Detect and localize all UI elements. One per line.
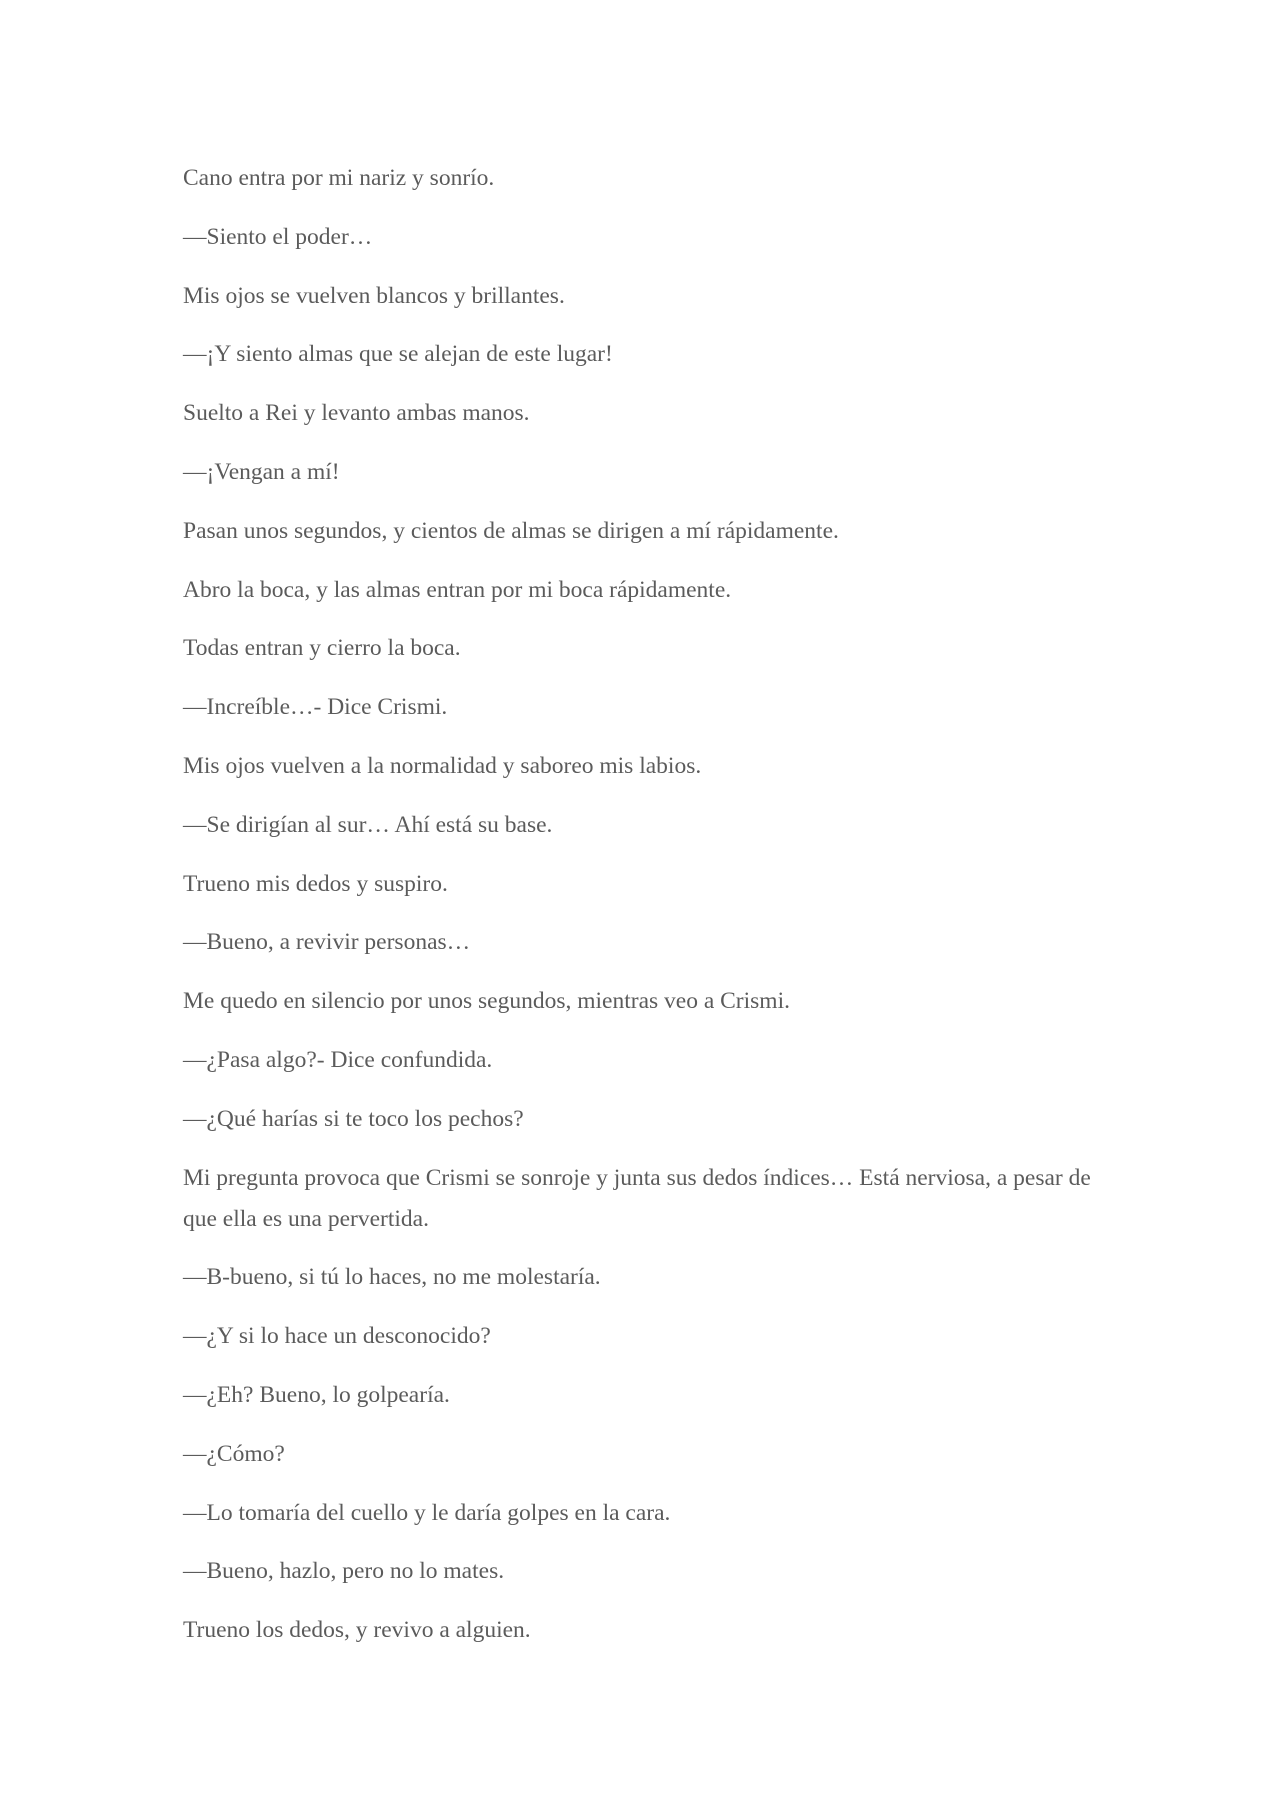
paragraph: —¡Y siento almas que se alejan de este lugar! bbox=[183, 341, 613, 368]
paragraph: Mis ojos vuelven a la normalidad y saboreo mis labios. bbox=[183, 752, 702, 779]
paragraph: —¡Vengan a mí! bbox=[183, 458, 340, 485]
paragraph: —Siento el poder… bbox=[183, 223, 373, 250]
paragraph: Abro la boca, y las almas entran por mi boca rápidamente. bbox=[183, 576, 732, 603]
document-body bbox=[183, 158, 1113, 1669]
paragraph: —B-bueno, si tú lo haces, no me molestaría. bbox=[183, 1264, 601, 1291]
paragraph: Cano entra por mi nariz y sonrío. bbox=[183, 165, 495, 191]
paragraph: Pasan unos segundos, y cientos de almas se dirigen a mí rápidamente. bbox=[183, 517, 839, 544]
paragraph: Trueno los dedos, y revivo a alguien. bbox=[183, 1617, 531, 1644]
paragraph: —Lo tomaría del cuello y le daría golpes en la cara. bbox=[183, 1499, 671, 1526]
paragraph: —¿Eh? Bueno, lo golpearía. bbox=[183, 1381, 450, 1408]
paragraph: Mis ojos se vuelven blancos y brillantes. bbox=[183, 282, 565, 309]
paragraph: —¿Qué harías si te toco los pechos? bbox=[183, 1105, 524, 1132]
paragraph: —¿Y si lo hace un desconocido? bbox=[183, 1323, 491, 1350]
paragraph: —Bueno, a revivir personas… bbox=[183, 929, 471, 956]
paragraph: —Bueno, hazlo, pero no lo mates. bbox=[183, 1558, 505, 1585]
paragraph: —Increíble…- Dice Crismi. bbox=[183, 694, 448, 721]
paragraph: —¿Cómo? bbox=[183, 1440, 285, 1467]
paragraph: —Se dirigían al sur… Ahí está su base. bbox=[183, 811, 553, 838]
paragraph: Todas entran y cierro la boca. bbox=[183, 635, 461, 662]
paragraph: Trueno mis dedos y suspiro. bbox=[183, 870, 448, 897]
paragraph: —¿Pasa algo?- Dice confundida. bbox=[183, 1046, 493, 1073]
paragraph: Suelto a Rei y levanto ambas manos. bbox=[183, 400, 530, 427]
paragraph: Me quedo en silencio por unos segundos, mientras veo a Crismi. bbox=[183, 988, 790, 1015]
paragraph: Mi pregunta provoca que Crismi se sonroje y junta sus dedos índices… Está nerviosa, a pesar de que ella es una pervertida. bbox=[183, 1164, 1091, 1232]
